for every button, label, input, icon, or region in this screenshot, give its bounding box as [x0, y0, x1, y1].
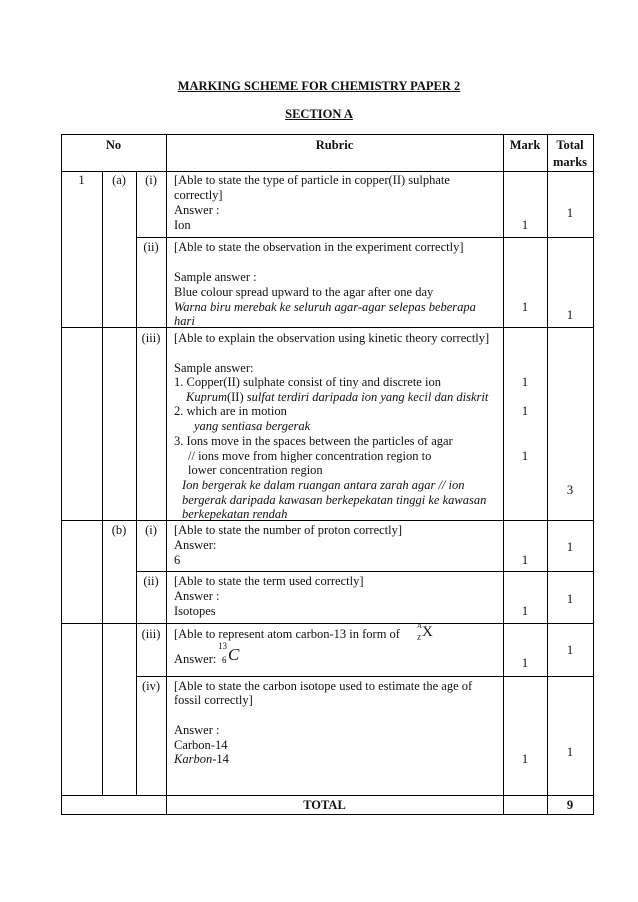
rubric-line: lower concentration region	[188, 463, 323, 477]
col-line	[503, 134, 504, 815]
mark-value: 1	[521, 752, 529, 766]
total-value: 1	[566, 308, 574, 322]
row-line	[61, 623, 593, 624]
rubric-line: correctly]	[174, 188, 223, 202]
mark-value: 1	[521, 604, 529, 618]
part-b-label: (b)	[111, 523, 127, 537]
malay-word: (II)	[226, 390, 244, 404]
rubric-line-malay	[186, 390, 488, 405]
subpart-label: (i)	[145, 523, 157, 537]
answer-label: Answer:	[174, 652, 217, 666]
rubric-line: 3. Ions move in the spaces between the particles of agar	[174, 434, 453, 448]
rubric-line: Carbon-14	[174, 738, 228, 752]
row-line	[61, 171, 593, 172]
total-value: 1	[566, 592, 574, 606]
section-title: SECTION A	[285, 107, 353, 121]
rubric-line: [Able to state the carbon isotope used to estimate the age of	[174, 679, 473, 693]
mark-value: 1	[521, 449, 529, 463]
rubric-line-malay: yang sentiasa bergerak	[194, 419, 311, 433]
row-line	[61, 134, 593, 135]
row-line	[136, 676, 593, 677]
rubric-line: Answer :	[174, 203, 220, 217]
mark-value: 1	[521, 553, 529, 567]
total-value: 3	[566, 483, 574, 497]
mark-value: 1	[521, 656, 529, 670]
rubric-line: 6	[174, 553, 181, 567]
col-line	[547, 134, 548, 815]
rubric-line: 2. which are in motion	[174, 404, 287, 418]
mass-number: 13	[218, 641, 227, 651]
mark-value: 1	[521, 218, 529, 232]
header-total-line2: marks	[552, 155, 588, 169]
rubric-line: Sample answer:	[174, 361, 254, 375]
subpart-label: (ii)	[143, 240, 159, 254]
col-line	[593, 134, 594, 815]
row-line	[61, 327, 593, 328]
col-line	[166, 134, 167, 815]
question-number: 1	[78, 173, 85, 187]
row-line	[61, 814, 593, 815]
rubric-line: Ion	[174, 218, 191, 232]
rubric-line: Isotopes	[174, 604, 216, 618]
rubric-line: Answer :	[174, 589, 220, 603]
total-value: 1	[566, 643, 574, 657]
notation-element-symbol: X	[422, 624, 433, 640]
rubric-line: 1. Copper(II) sulphate consist of tiny and discrete ion	[174, 375, 441, 389]
mark-value: 1	[521, 300, 529, 314]
malay-word: Karbon	[174, 752, 213, 766]
subpart-label: (iii)	[141, 627, 161, 641]
rubric-line: [Able to explain the observation using kinetic theory correctly]	[174, 331, 490, 345]
mark-value: 1	[521, 375, 529, 389]
subpart-label: (ii)	[143, 574, 159, 588]
rubric-line-malay: berkepekatan rendah	[182, 507, 288, 521]
rubric-line: Sample answer :	[174, 270, 257, 284]
row-line	[136, 237, 593, 238]
header-no: No	[105, 138, 122, 152]
malay-word: Kuprum	[186, 390, 227, 404]
malay-suffix: -14	[212, 752, 229, 766]
subpart-label: (iii)	[141, 331, 161, 345]
grand-total: 9	[566, 798, 574, 812]
col-line	[61, 134, 62, 815]
atomic-number: 6	[222, 655, 227, 665]
total-label: TOTAL	[303, 798, 346, 812]
rubric-line: Answer:	[174, 538, 217, 552]
header-rubric: Rubric	[315, 138, 354, 152]
rubric-line: fossil correctly]	[174, 693, 253, 707]
rubric-line-malay: hari	[174, 314, 195, 328]
total-value: 1	[566, 206, 574, 220]
row-line	[61, 520, 593, 521]
total-value: 1	[566, 745, 574, 759]
notation-atomic-symbol: Z	[417, 634, 422, 642]
rubric-line: [Able to state the observation in the experiment correctly]	[174, 240, 464, 254]
row-line	[61, 795, 593, 796]
document-title: MARKING SCHEME FOR CHEMISTRY PAPER 2	[177, 79, 461, 93]
rubric-line-malay: Warna biru merebak ke seluruh agar-agar selepas beberapa	[174, 300, 476, 314]
rubric-line: Blue colour spread upward to the agar after one day	[174, 285, 434, 299]
header-total-line1: Total	[556, 138, 584, 152]
rubric-line-malay	[174, 752, 229, 767]
rubric-line: [Able to state the type of particle in copper(II) sulphate	[174, 173, 450, 187]
row-line	[136, 571, 593, 572]
rubric-line-malay: Ion bergerak ke dalam ruangan antara zarah agar // ion	[182, 478, 465, 492]
rubric-line: [Able to represent atom carbon-13 in form of	[174, 627, 400, 641]
mark-value: 1	[521, 404, 529, 418]
rubric-line: Answer :	[174, 723, 220, 737]
col-line	[102, 171, 103, 795]
subpart-label: (iv)	[141, 679, 161, 693]
rubric-line: [Able to state the number of proton correctly]	[174, 523, 403, 537]
total-value: 1	[566, 540, 574, 554]
subpart-label: (i)	[145, 173, 157, 187]
rubric-line: // ions move from higher concentration region to	[188, 449, 432, 463]
notation-mass-symbol: A	[417, 622, 423, 630]
col-line	[136, 171, 137, 795]
rubric-line: [Able to state the term used correctly]	[174, 574, 364, 588]
element-symbol: C	[228, 645, 240, 664]
rubric-line-malay: bergerak daripada kawasan berkepekatan tinggi ke kawasan	[182, 493, 487, 507]
header-mark: Mark	[509, 138, 541, 152]
malay-word: sulfat terdiri daripada ion yang kecil dan diskrit	[243, 390, 489, 404]
part-a-label: (a)	[112, 173, 126, 187]
